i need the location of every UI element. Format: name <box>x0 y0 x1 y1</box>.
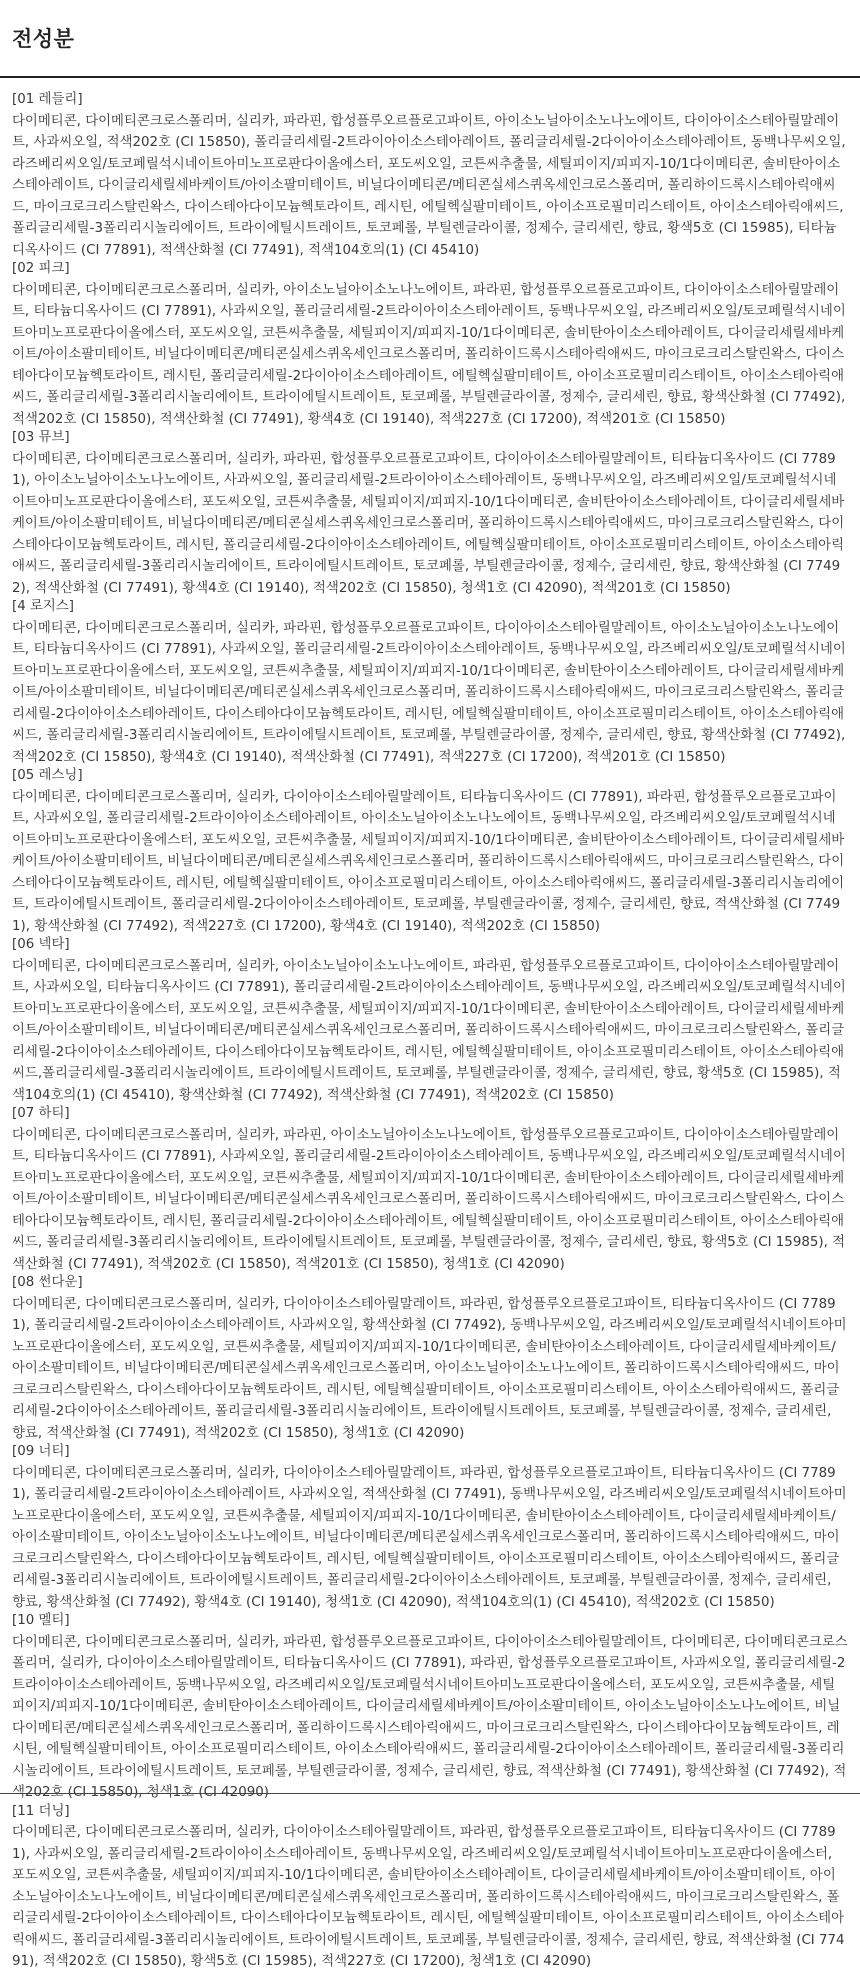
section-label: [01 레들리] <box>12 92 83 107</box>
section-label: [10 멜티] <box>12 1613 70 1628</box>
section-label: [09 너티] <box>12 1444 70 1459</box>
section-ingredients: 다이메티콘, 다이메티콘크로스폴리머, 실리카, 아이소노닐아이소노나노에이트, 파라핀, 합성플루오르플로고파이트, 다이아이소스테아릴말레이트, 티타늄디옥사이드 (CI 77891), 사과씨오일, 폴리글리세릴-2트라이아이소스테아레이트, 동백나무씨오일, 라즈베리씨오일/토코페릴석시네이트아미노프로판다이올에스터, 포도씨오일, 코튼씨추출물, 세틸피이지/피피지-10/1다이메티콘, 솔비탄아이소스테아레이트, 다이글리세릴세바케이트/아이소팔미테이트, 비닐다이메티콘/메티콘실세스퀴옥세인크로스폴리머, 폴리하이드록시스테아릭애씨드, 마이크로크리스탈린왁스, 다이스테아다이모늄헥토라이트, 레시틴, 폴리글리세릴-2다이아이소스테아레이트, 에틸헥실팔미테이트, 아이소프로필미리스테이트, 아이소스테아릭애씨드, 폴리글리세릴-3폴리리시놀리에이트, 트라이에틸시트레이트, 토코페롤, 부틸렌글라이콜, 정제수, 글리세린, 향료, 황색산화철 (CI 77492), 적색202호 (CI 15850), 적색산화철 (CI 77491), 황색4호 (CI 19140), 적색227호 (CI 17200), 적색201호 (CI 15850) <box>12 282 846 427</box>
section-label: [08 썬다운] <box>12 1275 83 1290</box>
section-ingredients: 다이메티콘, 다이메티콘크로스폴리머, 실리카, 다이아이소스테아릴말레이트, 파라핀, 합성플루오르플로고파이트, 티타늄디옥사이드 (CI 77891), 폴리글리세릴-2트라이아이소스테아레이트, 사과씨오일, 황색산화철 (CI 77492), 동백나무씨오일, 라즈베리씨오일/토코페릴석시네이트아미노프로판다이올에스터, 포도씨오일, 코튼씨추출물, 세틸피이지/피피지-10/1다이메티콘, 솔비탄아이소스테아레이트, 다이글리세릴세바케이트/아이소팔미테이트, 비닐다이메티콘/메티콘실세스퀴옥세인크로스폴리머, 아이소노닐아이소노나노에이트, 폴리하이드록시스테아릭애씨드, 마이크로크리스탈린왁스, 다이스테아다이모늄헥토라이트, 레시틴, 에틸헥실팔미테이트, 아이소프로필미리스테이트, 아이소스테아릭애씨드, 폴리글리세릴-2다이아이소스테아레이트, 폴리글리세릴-3폴리리시놀리에이트, 트라이에틸시트레이트, 토코페롤, 부틸렌글라이콜, 정제수, 글리세린, 향료, 적색산화철 (CI 77491), 적색202호 (CI 15850), 청색1호 (CI 42090) <box>12 1296 847 1441</box>
page-header <box>0 0 860 78</box>
ingredient-section-10 <box>12 1612 848 1803</box>
section-label: [02 피크] <box>12 261 70 276</box>
section-ingredients: 다이메티콘, 다이메티콘크로스폴리머, 실리카, 파라핀, 합성플루오르플로고파이트, 다이아이소스테아릴말레이트, 다이메티콘, 다이메티콘크로스폴리머, 실리카, 다이아이소스테아릴말레이트, 티타늄디옥사이드 (CI 77891), 파라핀, 합성플루오르플로고파이트, 사과씨오일, 폴리글리세릴-2트라이아이소스테아레이트, 동백나무씨오일, 라즈베리씨오일/토코페릴석시네이트아미노프로판다이올에스터, 포도씨오일, 코튼씨추출물, 세틸피이지/피피지-10/1다이메티콘, 솔비탄아이소스테아레이트, 다이글리세릴세바케이트/아이소팔미테이트, 아이소노닐아이소노나노에이트, 비닐다이메티콘/메티콘실세스퀴옥세인크로스폴리머, 폴리하이드록시스테아릭애씨드, 마이크로크리스탈린왁스, 다이스테아다이모늄헥토라이트, 레시틴, 에틸헥실팔미테이트, 아이소프로필미리스테이트, 아이소스테아릭애씨드, 폴리글리세릴-2다이아이소스테아레이트, 폴리글리세릴-3폴리리시놀리에이트, 트라이에틸시트레이트, 토코페롤, 부틸렌글라이콜, 정제수, 글리세린, 향료, 적색산화철 (CI 77491), 황색산화철 (CI 77492), 적색202호 (CI 15850), 청색1호 (CI 42090) <box>12 1634 848 1800</box>
ingredient-section-08 <box>12 1274 848 1443</box>
ingredients-list <box>0 78 860 1972</box>
section-ingredients: 다이메티콘, 다이메티콘크로스폴리머, 실리카, 다이아이소스테아릴말레이트, 파라핀, 합성플루오르플로고파이트, 티타늄디옥사이드 (CI 77891), 사과씨오일, 폴리글리세릴-2트라이아이소스테아레이트, 동백나무씨오일, 라즈베리씨오일/토코페릴석시네이트아미노프로판다이올에스터, 포도씨오일, 코튼씨추출물, 세틸피이지/피피지-10/1다이메티콘, 솔비탄아이소스테아레이트, 다이글리세릴세바케이트/아이소팔미테이트, 아이소노닐아이소노나노에이트, 비닐다이메티콘/메티콘실세스퀴옥세인크로스폴리머, 폴리하이드록시스테아릭애씨드, 마이크로크리스탈린왁스, 폴리글리세릴-2다이아이소스테아레이트, 다이스테아다이모늄헥토라이트, 레시틴, 에틸헥실팔미테이트, 아이소프로필미리스테이트, 아이소스테아릭애씨드, 폴리글리세릴-3폴리리시놀리에이트, 트라이에틸시트레이트, 토코페롤, 부틸렌글라이콜, 정제수, 글리세린, 향료, 적색산화철 (CI 77491), 적색202호 (CI 15850), 황색5호 (CI 15985), 적색227호 (CI 17200), 청색1호 (CI 42090) <box>12 1825 845 1969</box>
section-ingredients: 다이메티콘, 다이메티콘크로스폴리머, 실리카, 아이소노닐아이소노나노에이트, 파라핀, 합성플루오르플로고파이트, 다이아이소스테아릴말레이트, 사과씨오일, 티타늄디옥사이드 (CI 77891), 폴리글리세릴-2트라이아이소스테아레이트, 동백나무씨오일, 라즈베리씨오일/토코페릴석시네이트아미노프로판다이올에스터, 포도씨오일, 코튼씨추출물, 세틸피이지/피피지-10/1다이메티콘, 솔비탄아이소스테아레이트, 다이글리세릴세바케이트/아이소팔미테이트, 비닐다이메티콘/메티콘실세스퀴옥세인크로스폴리머, 폴리하이드록시스테아릭애씨드, 마이크로크리스탈린왁스, 폴리글리세릴-2다이아이소스테아레이트, 다이스테아다이모늄헥토라이트, 레시틴, 에틸헥실팔미테이트, 아이소프로필미리스테이트, 아이소스테아릭애씨드,폴리글리세릴-3폴리리시놀리에이트, 트라이에틸시트레이트, 토코페롤, 부틸렌글라이콜, 정제수, 글리세린, 향료, 황색5호 (CI 15985), 적색104호의(1) (CI 45410), 황색산화철 (CI 77492), 적색산화철 (CI 77491), 적색202호 (CI 15850) <box>12 958 846 1103</box>
ingredient-section-09 <box>12 1443 848 1612</box>
section-ingredients: 다이메티콘, 다이메티콘크로스폴리머, 실리카, 파라핀, 아이소노닐아이소노나노에이트, 합성플루오르플로고파이트, 다이아이소스테아릴말레이트, 티타늄디옥사이드 (CI 77891), 사과씨오일, 폴리글리세릴-2트라이아이소스테아레이트, 동백나무씨오일, 라즈베리씨오일/토코페릴석시네이트아미노프로판다이올에스터, 포도씨오일, 코튼씨추출물, 세틸피이지/피피지-10/1다이메티콘, 솔비탄아이소스테아레이트, 다이글리세릴세바케이트/아이소팔미테이트, 비닐다이메티콘/메티콘실세스퀴옥세인크로스폴리머, 폴리하이드록시스테아릭애씨드, 마이크로크리스탈린왁스, 다이스테아다이모늄헥토라이트, 레시틴, 폴리글리세릴-2다이아이소스테아레이트, 에틸헥실팔미테이트, 아이소프로필미리스테이트, 아이소스테아릭애씨드, 폴리글리세릴-3폴리리시놀리에이트, 트라이에틸시트레이트, 토코페롤, 부틸렌글라이콜, 정제수, 글리세린, 향료, 황색5호 (CI 15985), 적색산화철 (CI 77491), 적색202호 (CI 15850), 적색201호 (CI 15850), 청색1호 (CI 42090) <box>12 1127 846 1272</box>
section-label: [03 뮤브] <box>12 430 70 445</box>
ingredient-section-02 <box>12 260 848 429</box>
section-label: [06 넥타] <box>12 937 70 952</box>
ingredient-section-11 <box>12 1803 848 1972</box>
ingredient-section-01 <box>12 91 848 260</box>
ingredient-section-06 <box>12 936 848 1105</box>
section-ingredients: 다이메티콘, 다이메티콘크로스폴리머, 실리카, 파라핀, 합성플루오르플로고파이트, 아이소노닐아이소노나노에이트, 다이아이소스테아릴말레이트, 사과씨오일, 적색202호 (CI 15850), 폴리글리세릴-2트라이아이소스테아레이트, 폴리글리세릴-2다이아이소스테아레이트, 동백나무씨오일, 라즈베리씨오일/토코페릴석시네이트아미노프로판다이올에스터, 포도씨오일, 코튼씨추출물, 세틸피이지/피피지-10/1다이메티콘, 솔비탄아이소스테아레이트, 다이글리세릴세바케이트/아이소팔미테이트, 비닐다이메티콘/메티콘실세스퀴옥세인크로스폴리머, 폴리하이드록시스테아릭애씨드, 마이크로크리스탈린왁스, 다이스테아다이모늄헥토라이트, 레시틴, 에틸헥실팔미테이트, 아이소프로필미리스테이트, 아이소스테아릭애씨드, 폴리글리세릴-3폴리리시놀리에이트, 트라이에틸시트레이트, 토코페롤, 부틸렌글라이콜, 정제수, 글리세린, 향료, 황색5호 (CI 15985), 티타늄디옥사이드 (CI 77891), 적색산화철 (CI 77491), 적색104호의(1) (CI 45410) <box>12 113 846 258</box>
section-ingredients: 다이메티콘, 다이메티콘크로스폴리머, 실리카, 파라핀, 합성플루오르플로고파이트, 다이아이소스테아릴말레이트, 아이소노닐아이소노나노에이트, 티타늄디옥사이드 (CI 77891), 사과씨오일, 폴리글리세릴-2트라이아이소스테아레이트, 동백나무씨오일, 라즈베리씨오일/토코페릴석시네이트아미노프로판다이올에스터, 포도씨오일, 코튼씨추출물, 세틸피이지/피피지-10/1다이메티콘, 솔비탄아이소스테아레이트, 다이글리세릴세바케이트/아이소팔미테이트, 비닐다이메티콘/메티콘실세스퀴옥세인크로스폴리머, 폴리하이드록시스테아릭애씨드, 마이크로크리스탈린왁스, 폴리글리세릴-2다이아이소스테아레이트, 다이스테아다이모늄헥토라이트, 레시틴, 에틸헥실팔미테이트, 아이소프로필미리스테이트, 아이소스테아릭애씨드, 폴리글리세릴-3폴리리시놀리에이트, 트라이에틸시트레이트, 토코페롤, 부틸렌글라이콜, 정제수, 글리세린, 향료, 황색산화철 (CI 77492), 적색202호 (CI 15850), 황색4호 (CI 19140), 적색산화철 (CI 77491), 적색227호 (CI 17200), 적색201호 (CI 15850) <box>12 620 846 765</box>
ingredient-section-05 <box>12 767 848 936</box>
page-title: 전성분 <box>12 27 75 51</box>
section-label: [07 하티] <box>12 1106 70 1121</box>
section-ingredients: 다이메티콘, 다이메티콘크로스폴리머, 실리카, 파라핀, 합성플루오르플로고파이트, 다이아이소스테아릴말레이트, 티타늄디옥사이드 (CI 77891), 아이소노닐아이소노나노에이트, 사과씨오일, 폴리글리세릴-2트라이아이소스테아레이트, 동백나무씨오일, 라즈베리씨오일/토코페릴석시네이트아미노프로판다이올에스터, 포도씨오일, 코튼씨추출물, 세틸피이지/피피지-10/1다이메티콘, 솔비탄아이소스테아레이트, 다이글리세릴세바케이트/아이소팔미테이트, 비닐다이메티콘/메티콘실세스퀴옥세인크로스폴리머, 폴리하이드록시스테아릭애씨드, 마이크로크리스탈린왁스, 다이스테아다이모늄헥토라이트, 레시틴, 폴리글리세릴-2다이아이소스테아레이트, 에틸헥실팔미테이트, 아이소프로필미리스테이트, 아이소스테아릭애씨드, 폴리글리세릴-3폴리리시놀리에이트, 트라이에틸시트레이트, 토코페롤, 부틸렌글라이콜, 정제수, 글리세린, 향료, 황색산화철 (CI 77492), 적색산화철 (CI 77491), 황색4호 (CI 19140), 적색202호 (CI 15850), 청색1호 (CI 42090), 적색201호 (CI 15850) <box>12 451 845 596</box>
ingredient-section-04 <box>12 598 848 767</box>
ingredient-section-07 <box>12 1105 848 1274</box>
section-label: [4 로지스] <box>12 599 75 614</box>
ingredient-section-03 <box>12 429 848 598</box>
section-ingredients: 다이메티콘, 다이메티콘크로스폴리머, 실리카, 다이아이소스테아릴말레이트, 파라핀, 합성플루오르플로고파이트, 티타늄디옥사이드 (CI 77891), 폴리글리세릴-2트라이아이소스테아레이트, 사과씨오일, 적색산화철 (CI 77491), 동백나무씨오일, 라즈베리씨오일/토코페릴석시네이트아미노프로판다이올에스터, 포도씨오일, 코튼씨추출물, 세틸피이지/피피지-10/1다이메티콘, 솔비탄아이소스테아레이트, 다이글리세릴세바케이트/아이소팔미테이트, 아이소노닐아이소노나노에이트, 비닐다이메티콘/메티콘실세스퀴옥세인크로스폴리머, 폴리하이드록시스테아릭애씨드, 마이크로크리스탈린왁스, 다이스테아다이모늄헥토라이트, 레시틴, 에틸헥실팔미테이트, 아이소프로필미리스테이트, 아이소스테아릭애씨드, 폴리글리세릴-3폴리리시놀리에이트, 트라이에틸시트레이트, 폴리글리세릴-2다이아이소스테아레이트, 토코페롤, 부틸렌글라이콜, 정제수, 글리세린, 향료, 황색산화철 (CI 77492), 황색4호 (CI 19140), 청색1호 (CI 42090), 적색104호의(1) (CI 45410), 적색202호 (CI 15850) <box>12 1465 847 1610</box>
section-ingredients: 다이메티콘, 다이메티콘크로스폴리머, 실리카, 다이아이소스테아릴말레이트, 티타늄디옥사이드 (CI 77891), 파라핀, 합성플루오르플로고파이트, 사과씨오일, 폴리글리세릴-2트라이아이소스테아레이트, 아이소노닐아이소노나노에이트, 동백나무씨오일, 라즈베리씨오일/토코페릴석시네이트아미노프로판다이올에스터, 포도씨오일, 코튼씨추출물, 세틸피이지/피피지-10/1다이메티콘, 솔비탄아이소스테아레이트, 다이글리세릴세바케이트/아이소팔미테이트, 비닐다이메티콘/메티콘실세스퀴옥세인크로스폴리머, 폴리하이드록시스테아릭애씨드, 마이크로크리스탈린왁스, 다이스테아다이모늄헥토라이트, 레시틴, 에틸헥실팔미테이트, 아이소프로필미리스테이트, 아이소스테아릭애씨드, 폴리글리세릴-3폴리리시놀리에이트, 트라이에틸시트레이트, 폴리글리세릴-2다이아이소스테아레이트, 토코페롤, 부틸렌글라이콜, 정제수, 글리세린, 향료, 적색산화철 (CI 77491), 황색산화철 (CI 77492), 적색227호 (CI 17200), 황색4호 (CI 19140), 적색202호 (CI 15850) <box>12 789 845 934</box>
footer-divider <box>0 1793 860 1794</box>
section-label: [05 레스닝] <box>12 768 83 783</box>
section-label: [11 더닝] <box>12 1803 70 1819</box>
